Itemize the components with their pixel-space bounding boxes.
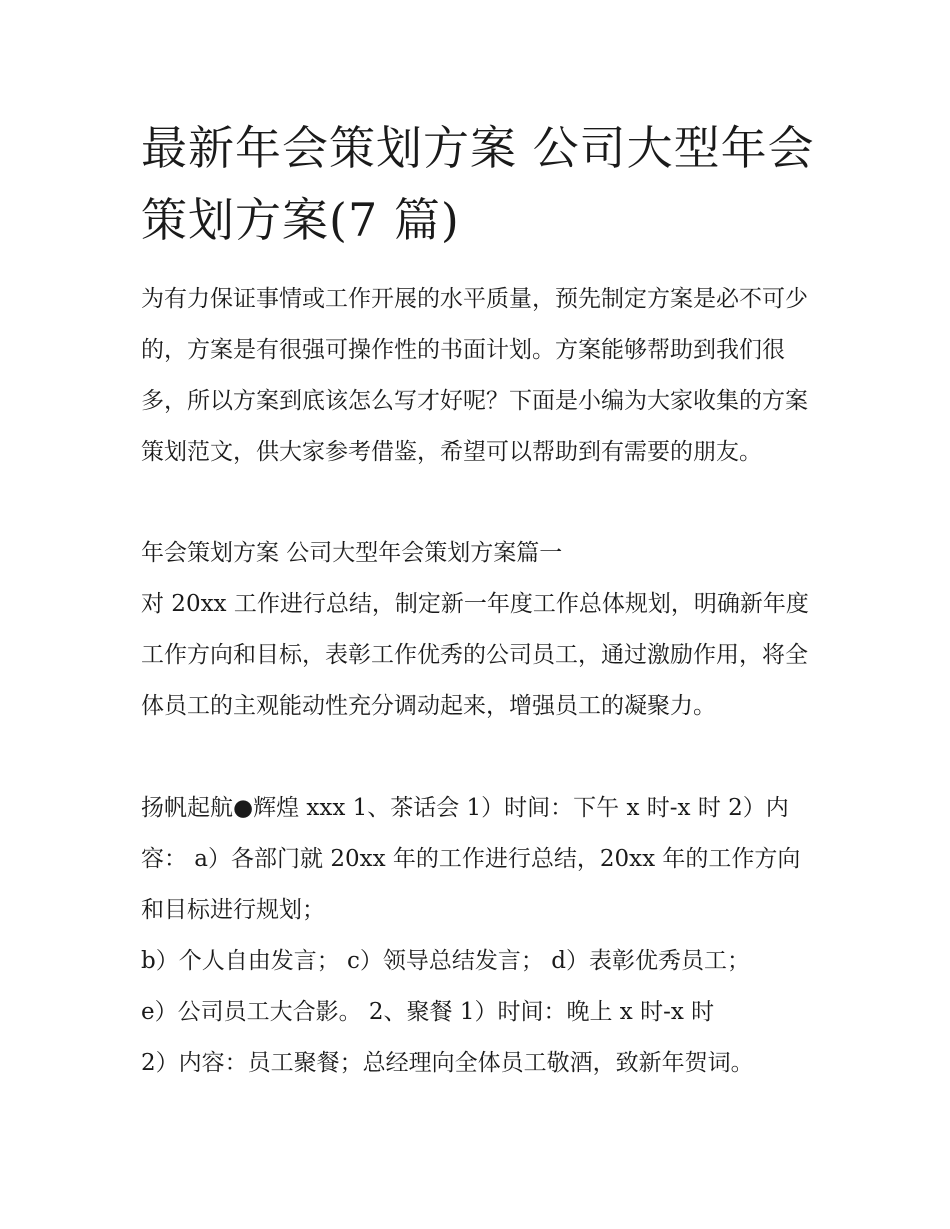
- intro-paragraph: 为有力保证事情或工作开展的水平质量，预先制定方案是必不可少的，方案是有很强可操作性的书面计划。方案能够帮助到我们很多，所以方案到底该怎么写才好呢？下面是小编为大家收集的方案策划范文，供大家参考借鉴，希望可以帮助到有需要的朋友。: [141, 286, 808, 465]
- body-paragraph: 扬帆起航●辉煌 xxx 1、茶话会 1）时间：下午 x 时-x 时 2）内容： a）各部门就 20xx 年的工作进行总结，20xx 年的工作方向和目标进行规划；: [141, 795, 801, 923]
- body-paragraph: 2）内容：员工聚餐；总经理向全体员工敬酒，致新年贺词。: [141, 1050, 754, 1076]
- body-paragraph: b）个人自由发言； c）领导总结发言； d）表彰优秀员工；: [141, 948, 750, 974]
- body-paragraph: e）公司员工大合影。 2、聚餐 1）时间：晚上 x 时-x 时: [141, 999, 715, 1025]
- section-heading: 年会策划方案 公司大型年会策划方案篇一: [141, 540, 563, 566]
- body-paragraph: 对 20xx 工作进行总结，制定新一年度工作总体规划，明确新年度工作方向和目标，表彰工作优秀的公司员工，通过激励作用，将全体员工的主观能动性充分调动起来，增强员工的凝聚力。: [141, 591, 809, 719]
- document-title: 最新年会策划方案 公司大型年会策划方案(7 篇): [141, 121, 815, 247]
